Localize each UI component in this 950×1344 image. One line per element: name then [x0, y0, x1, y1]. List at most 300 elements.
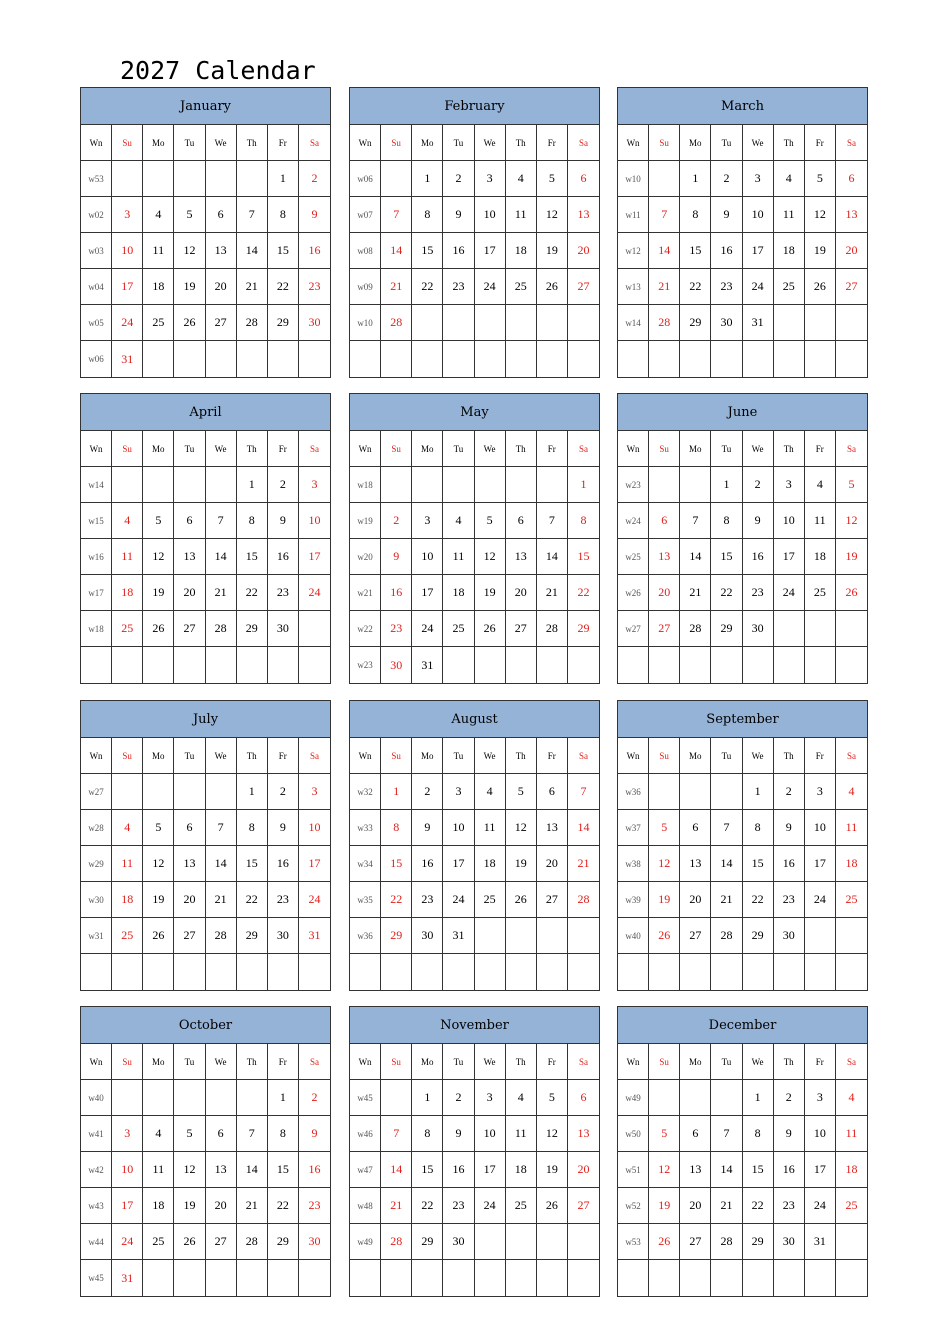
date-cell: 18: [143, 1188, 174, 1224]
date-cell: 21: [537, 575, 568, 611]
date-cell: 8: [268, 197, 299, 233]
date-cell: 16: [774, 846, 805, 882]
date-cell: 27: [174, 611, 205, 647]
date-cell: 1: [568, 467, 599, 503]
date-cell: 4: [836, 774, 867, 810]
date-cell: 26: [143, 611, 174, 647]
date-cell: 15: [743, 846, 774, 882]
date-cell: 17: [805, 846, 836, 882]
date-cell: 29: [237, 611, 268, 647]
date-cell: 19: [537, 233, 568, 269]
week-number: w40: [618, 918, 649, 954]
date-cell: 22: [680, 269, 711, 305]
date-cell: 9: [268, 503, 299, 539]
week-number: w53: [81, 161, 112, 197]
date-cell: 3: [299, 467, 330, 503]
empty-cell: [805, 647, 836, 683]
date-cell: 8: [268, 1116, 299, 1152]
date-cell: 3: [412, 503, 443, 539]
day-header: Mo: [680, 1044, 711, 1080]
date-cell: 18: [774, 233, 805, 269]
week-number: w14: [618, 305, 649, 341]
day-header: Tu: [443, 738, 474, 774]
empty-cell: [774, 1260, 805, 1296]
empty-cell: [743, 954, 774, 990]
date-cell: 12: [537, 197, 568, 233]
empty-cell: [506, 954, 537, 990]
date-cell: 6: [680, 1116, 711, 1152]
week-number: w11: [618, 197, 649, 233]
date-cell: 12: [836, 503, 867, 539]
date-cell: 13: [836, 197, 867, 233]
date-cell: 29: [743, 918, 774, 954]
empty-cell: [649, 647, 680, 683]
date-cell: 22: [237, 575, 268, 611]
date-cell: 9: [774, 810, 805, 846]
empty-cell: [237, 1080, 268, 1116]
empty-cell: [805, 918, 836, 954]
date-cell: 17: [112, 1188, 143, 1224]
date-cell: 19: [174, 1188, 205, 1224]
week-number: w19: [350, 503, 381, 539]
date-cell: 6: [680, 810, 711, 846]
date-cell: 26: [174, 1224, 205, 1260]
date-cell: 29: [381, 918, 412, 954]
empty-cell: [475, 467, 506, 503]
day-header: Th: [774, 125, 805, 161]
date-cell: 24: [805, 882, 836, 918]
date-cell: 12: [506, 810, 537, 846]
date-cell: 27: [836, 269, 867, 305]
date-cell: 19: [649, 882, 680, 918]
date-cell: 8: [743, 1116, 774, 1152]
date-cell: 16: [268, 846, 299, 882]
date-cell: 20: [174, 882, 205, 918]
date-cell: 23: [443, 1188, 474, 1224]
week-number: [618, 647, 649, 683]
date-cell: 17: [443, 846, 474, 882]
date-cell: 25: [774, 269, 805, 305]
date-cell: 23: [268, 882, 299, 918]
date-cell: 15: [711, 539, 742, 575]
day-header: Fr: [805, 125, 836, 161]
date-cell: 10: [805, 810, 836, 846]
date-cell: 16: [743, 539, 774, 575]
week-number: w48: [350, 1188, 381, 1224]
date-cell: 19: [475, 575, 506, 611]
month-november: [349, 1006, 600, 1297]
date-cell: 25: [443, 611, 474, 647]
date-cell: 21: [680, 575, 711, 611]
date-cell: 12: [649, 1152, 680, 1188]
day-header: Tu: [174, 1044, 205, 1080]
date-cell: 23: [268, 575, 299, 611]
day-header: Mo: [143, 431, 174, 467]
date-cell: 21: [711, 1188, 742, 1224]
date-cell: 6: [506, 503, 537, 539]
date-cell: 8: [237, 810, 268, 846]
empty-cell: [143, 1080, 174, 1116]
date-cell: 20: [206, 269, 237, 305]
date-cell: 12: [475, 539, 506, 575]
day-header: Sa: [568, 125, 599, 161]
day-header: Th: [774, 738, 805, 774]
day-header: Th: [774, 431, 805, 467]
month-august: [349, 700, 600, 991]
date-cell: 9: [774, 1116, 805, 1152]
date-cell: 17: [112, 269, 143, 305]
empty-cell: [680, 1080, 711, 1116]
empty-cell: [237, 341, 268, 377]
date-cell: 30: [774, 1224, 805, 1260]
day-header: Mo: [143, 1044, 174, 1080]
day-header: Sa: [299, 1044, 330, 1080]
empty-cell: [680, 467, 711, 503]
week-number: [350, 1260, 381, 1296]
date-cell: 22: [743, 1188, 774, 1224]
date-cell: 20: [506, 575, 537, 611]
empty-cell: [774, 647, 805, 683]
date-cell: 24: [299, 882, 330, 918]
week-number: w45: [81, 1260, 112, 1296]
date-cell: 27: [649, 611, 680, 647]
date-cell: 18: [143, 269, 174, 305]
day-header: We: [475, 738, 506, 774]
date-cell: 31: [412, 647, 443, 683]
date-cell: 4: [112, 503, 143, 539]
date-cell: 8: [743, 810, 774, 846]
date-cell: 28: [206, 611, 237, 647]
month-name: August: [350, 701, 599, 738]
week-number: w04: [81, 269, 112, 305]
date-cell: 2: [711, 161, 742, 197]
day-header: Wn: [81, 1044, 112, 1080]
date-cell: 22: [412, 1188, 443, 1224]
month-name: November: [350, 1007, 599, 1044]
date-cell: 22: [412, 269, 443, 305]
date-cell: 14: [237, 233, 268, 269]
day-header: Su: [381, 431, 412, 467]
date-cell: 24: [774, 575, 805, 611]
date-cell: 12: [805, 197, 836, 233]
date-cell: 1: [711, 467, 742, 503]
month-name: June: [618, 394, 867, 431]
date-cell: 21: [206, 882, 237, 918]
date-cell: 17: [475, 1152, 506, 1188]
empty-cell: [774, 341, 805, 377]
empty-cell: [412, 1260, 443, 1296]
empty-cell: [381, 1080, 412, 1116]
date-cell: 4: [112, 810, 143, 846]
week-number: w23: [618, 467, 649, 503]
empty-cell: [568, 341, 599, 377]
date-cell: 3: [443, 774, 474, 810]
date-cell: 21: [381, 1188, 412, 1224]
date-cell: 21: [237, 269, 268, 305]
empty-cell: [805, 341, 836, 377]
date-cell: 20: [680, 882, 711, 918]
date-cell: 17: [412, 575, 443, 611]
day-header: Sa: [568, 738, 599, 774]
date-cell: 10: [299, 810, 330, 846]
date-cell: 27: [568, 1188, 599, 1224]
date-cell: 30: [711, 305, 742, 341]
empty-cell: [680, 341, 711, 377]
week-number: w36: [618, 774, 649, 810]
date-cell: 18: [836, 1152, 867, 1188]
date-cell: 15: [412, 233, 443, 269]
date-cell: 15: [568, 539, 599, 575]
empty-cell: [568, 918, 599, 954]
day-header: Su: [112, 431, 143, 467]
week-number: w15: [81, 503, 112, 539]
date-cell: 27: [206, 305, 237, 341]
month-name: July: [81, 701, 330, 738]
date-cell: 10: [112, 1152, 143, 1188]
week-number: w18: [350, 467, 381, 503]
date-cell: 11: [506, 197, 537, 233]
date-cell: 3: [112, 197, 143, 233]
date-cell: 8: [412, 197, 443, 233]
date-cell: 9: [299, 197, 330, 233]
empty-cell: [143, 1260, 174, 1296]
month-name: February: [350, 88, 599, 125]
date-cell: 13: [537, 810, 568, 846]
date-cell: 21: [568, 846, 599, 882]
week-number: w29: [81, 846, 112, 882]
empty-cell: [206, 1080, 237, 1116]
date-cell: 30: [381, 647, 412, 683]
date-cell: 17: [805, 1152, 836, 1188]
date-cell: 11: [475, 810, 506, 846]
day-header: Wn: [350, 125, 381, 161]
week-number: w10: [350, 305, 381, 341]
date-cell: 13: [568, 1116, 599, 1152]
day-header: Sa: [836, 431, 867, 467]
day-header: Su: [649, 125, 680, 161]
date-cell: 18: [443, 575, 474, 611]
week-number: w17: [81, 575, 112, 611]
day-header: Su: [112, 125, 143, 161]
date-cell: 4: [774, 161, 805, 197]
date-cell: 28: [237, 305, 268, 341]
week-number: w43: [81, 1188, 112, 1224]
date-cell: 31: [299, 918, 330, 954]
day-header: Fr: [268, 1044, 299, 1080]
day-header: Mo: [143, 738, 174, 774]
date-cell: 15: [237, 539, 268, 575]
date-cell: 26: [649, 1224, 680, 1260]
day-header: We: [475, 1044, 506, 1080]
empty-cell: [537, 1260, 568, 1296]
empty-cell: [805, 611, 836, 647]
date-cell: 31: [805, 1224, 836, 1260]
date-cell: 10: [805, 1116, 836, 1152]
day-header: We: [206, 738, 237, 774]
date-cell: 9: [268, 810, 299, 846]
date-cell: 5: [805, 161, 836, 197]
date-cell: 22: [268, 269, 299, 305]
empty-cell: [711, 954, 742, 990]
date-cell: 7: [711, 1116, 742, 1152]
date-cell: 21: [206, 575, 237, 611]
date-cell: 7: [649, 197, 680, 233]
date-cell: 16: [711, 233, 742, 269]
date-cell: 30: [412, 918, 443, 954]
date-cell: 13: [174, 846, 205, 882]
empty-cell: [568, 954, 599, 990]
empty-cell: [537, 1224, 568, 1260]
date-cell: 24: [443, 882, 474, 918]
day-header: Fr: [268, 125, 299, 161]
date-cell: 10: [743, 197, 774, 233]
date-cell: 21: [237, 1188, 268, 1224]
empty-cell: [680, 1260, 711, 1296]
day-header: Mo: [412, 738, 443, 774]
date-cell: 19: [805, 233, 836, 269]
date-cell: 4: [143, 197, 174, 233]
date-cell: 5: [537, 1080, 568, 1116]
date-cell: 1: [268, 161, 299, 197]
empty-cell: [649, 161, 680, 197]
date-cell: 28: [711, 918, 742, 954]
day-header: Tu: [174, 738, 205, 774]
date-cell: 25: [143, 305, 174, 341]
date-cell: 4: [475, 774, 506, 810]
empty-cell: [237, 647, 268, 683]
date-cell: 11: [143, 233, 174, 269]
date-cell: 16: [299, 233, 330, 269]
empty-cell: [143, 774, 174, 810]
empty-cell: [537, 341, 568, 377]
empty-cell: [537, 467, 568, 503]
date-cell: 8: [680, 197, 711, 233]
week-number: w51: [618, 1152, 649, 1188]
empty-cell: [743, 341, 774, 377]
date-cell: 12: [174, 1152, 205, 1188]
week-number: w38: [618, 846, 649, 882]
date-cell: 11: [112, 846, 143, 882]
date-cell: 22: [237, 882, 268, 918]
date-cell: 13: [206, 1152, 237, 1188]
date-cell: 28: [381, 305, 412, 341]
empty-cell: [836, 647, 867, 683]
week-number: w30: [81, 882, 112, 918]
date-cell: 16: [268, 539, 299, 575]
date-cell: 9: [412, 810, 443, 846]
date-cell: 27: [680, 1224, 711, 1260]
empty-cell: [174, 161, 205, 197]
date-cell: 29: [711, 611, 742, 647]
day-header: Mo: [143, 125, 174, 161]
day-header: Sa: [568, 1044, 599, 1080]
empty-cell: [412, 341, 443, 377]
month-name: March: [618, 88, 867, 125]
week-number: w26: [618, 575, 649, 611]
empty-cell: [475, 918, 506, 954]
date-cell: 29: [268, 1224, 299, 1260]
day-header: We: [743, 431, 774, 467]
empty-cell: [206, 647, 237, 683]
date-cell: 12: [143, 539, 174, 575]
week-number: w31: [81, 918, 112, 954]
day-header: Th: [506, 1044, 537, 1080]
date-cell: 5: [649, 810, 680, 846]
date-cell: 27: [568, 269, 599, 305]
date-cell: 14: [206, 539, 237, 575]
month-name: May: [350, 394, 599, 431]
date-cell: 17: [475, 233, 506, 269]
empty-cell: [649, 1260, 680, 1296]
week-number: [350, 341, 381, 377]
date-cell: 7: [237, 1116, 268, 1152]
date-cell: 31: [743, 305, 774, 341]
date-cell: 23: [743, 575, 774, 611]
date-cell: 14: [206, 846, 237, 882]
date-cell: 25: [805, 575, 836, 611]
week-number: w02: [81, 197, 112, 233]
day-header: Th: [774, 1044, 805, 1080]
empty-cell: [836, 918, 867, 954]
week-number: w18: [81, 611, 112, 647]
day-header: We: [206, 431, 237, 467]
date-cell: 4: [506, 161, 537, 197]
date-cell: 14: [680, 539, 711, 575]
date-cell: 30: [299, 1224, 330, 1260]
day-header: Tu: [443, 1044, 474, 1080]
month-name: September: [618, 701, 867, 738]
date-cell: 8: [237, 503, 268, 539]
day-header: Su: [381, 738, 412, 774]
date-cell: 15: [268, 233, 299, 269]
date-cell: 27: [506, 611, 537, 647]
empty-cell: [836, 954, 867, 990]
date-cell: 30: [299, 305, 330, 341]
date-cell: 9: [299, 1116, 330, 1152]
day-header: Su: [381, 1044, 412, 1080]
date-cell: 8: [568, 503, 599, 539]
empty-cell: [299, 647, 330, 683]
date-cell: 27: [680, 918, 711, 954]
week-number: w07: [350, 197, 381, 233]
empty-cell: [506, 1224, 537, 1260]
date-cell: 14: [537, 539, 568, 575]
day-header: Wn: [81, 125, 112, 161]
date-cell: 26: [537, 1188, 568, 1224]
date-cell: 23: [299, 1188, 330, 1224]
date-cell: 26: [537, 269, 568, 305]
date-cell: 8: [412, 1116, 443, 1152]
date-cell: 29: [743, 1224, 774, 1260]
day-header: Mo: [680, 431, 711, 467]
date-cell: 23: [299, 269, 330, 305]
day-header: Fr: [537, 738, 568, 774]
week-number: w12: [618, 233, 649, 269]
date-cell: 22: [711, 575, 742, 611]
date-cell: 1: [412, 1080, 443, 1116]
date-cell: 19: [836, 539, 867, 575]
empty-cell: [381, 954, 412, 990]
date-cell: 6: [836, 161, 867, 197]
empty-cell: [206, 954, 237, 990]
date-cell: 3: [743, 161, 774, 197]
date-cell: 7: [568, 774, 599, 810]
date-cell: 1: [237, 467, 268, 503]
date-cell: 11: [443, 539, 474, 575]
date-cell: 4: [836, 1080, 867, 1116]
date-cell: 26: [174, 305, 205, 341]
empty-cell: [268, 954, 299, 990]
